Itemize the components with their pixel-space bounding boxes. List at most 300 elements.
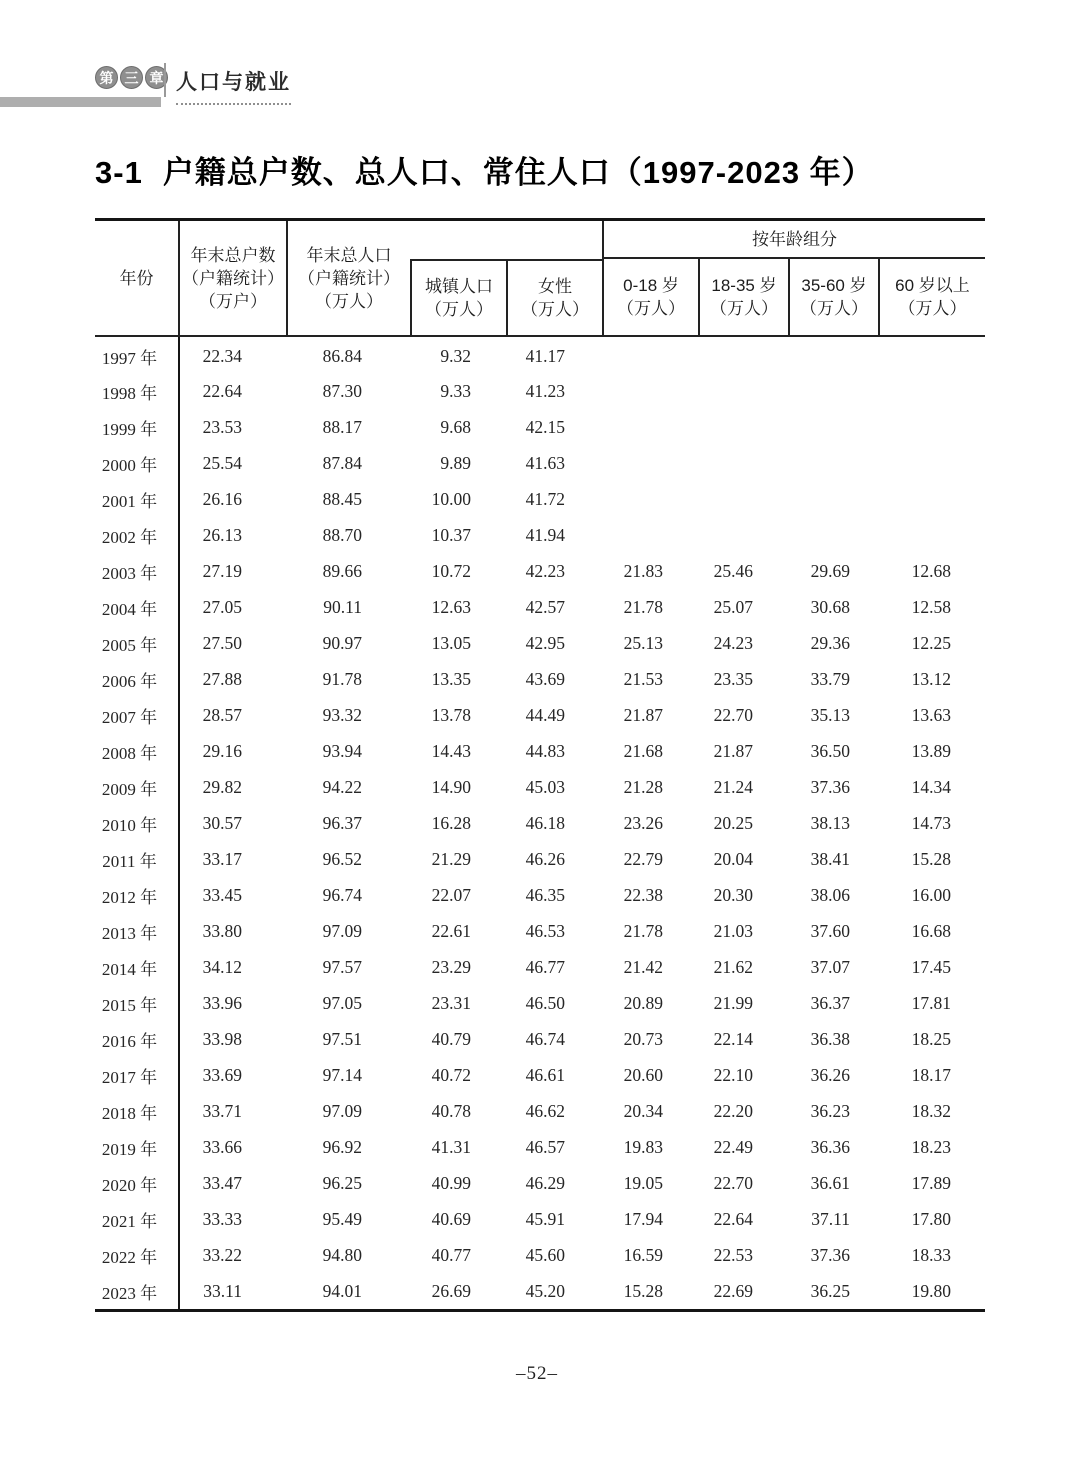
value-cell: 21.83 [623, 560, 663, 581]
value-cell: 21.78 [623, 920, 663, 941]
value-cell [602, 517, 698, 553]
value-cell: 22.07 [431, 884, 471, 905]
year-cell: 2010 年 [95, 805, 180, 841]
value-cell: 21.87 [623, 704, 663, 725]
year-cell: 2008 年 [95, 733, 180, 769]
value-cell: 12.63 [431, 596, 471, 617]
col-header-line: （万人） [521, 300, 589, 319]
table-row [95, 445, 985, 481]
col-header-line: （万人） [315, 291, 383, 311]
value-cell: 91.78 [322, 668, 362, 689]
value-cell: 16.68 [911, 920, 951, 941]
value-cell: 30.57 [202, 812, 242, 833]
col-header-households [180, 221, 288, 337]
value-cell: 41.31 [431, 1136, 471, 1157]
value-cell: 16.00 [911, 884, 951, 905]
chapter-title: 人口与就业 [176, 66, 291, 105]
table-row [95, 877, 985, 913]
col-header-female [506, 259, 602, 337]
value-cell: 22.79 [623, 848, 663, 869]
value-cell: 35.13 [810, 704, 850, 725]
year-cell: 2007 年 [95, 697, 180, 733]
col-header-line: 年末总人口 [306, 245, 392, 265]
value-cell: 21.78 [623, 596, 663, 617]
year-cell: 2017 年 [95, 1057, 180, 1093]
value-cell: 45.03 [525, 776, 565, 797]
value-cell: 46.29 [525, 1172, 565, 1193]
table-row [95, 841, 985, 877]
value-cell: 46.77 [525, 956, 565, 977]
col-header-line: （万人） [898, 299, 967, 318]
value-cell: 20.04 [713, 848, 753, 869]
value-cell [602, 409, 698, 445]
value-cell [788, 481, 878, 517]
value-cell: 42.57 [525, 596, 565, 617]
value-cell: 18.23 [911, 1136, 951, 1157]
table-row [95, 625, 985, 661]
table-row [95, 481, 985, 517]
value-cell: 21.28 [623, 776, 663, 797]
value-cell: 96.25 [322, 1172, 362, 1193]
value-cell: 34.12 [202, 956, 242, 977]
value-cell: 22.61 [431, 920, 471, 941]
value-cell: 40.72 [431, 1064, 471, 1085]
year-cell: 2000 年 [95, 445, 180, 481]
col-header-line: 18-35 岁 [711, 276, 777, 295]
table-row [95, 1273, 985, 1309]
value-cell: 22.53 [713, 1244, 753, 1265]
value-cell: 36.25 [810, 1280, 850, 1301]
value-cell: 41.23 [525, 380, 565, 401]
value-cell: 22.34 [202, 345, 242, 366]
chapter-badge-circle-2: 三 [120, 66, 143, 89]
col-header-age-groups: 按年龄组分 [602, 221, 985, 259]
value-cell: 21.68 [623, 740, 663, 761]
value-cell: 10.72 [431, 560, 471, 581]
col-header-line: （万人） [425, 300, 493, 319]
value-cell: 46.74 [525, 1028, 565, 1049]
value-cell: 94.80 [322, 1244, 362, 1265]
value-cell: 28.57 [202, 704, 242, 725]
value-cell: 17.81 [911, 992, 951, 1013]
value-cell [878, 481, 985, 517]
col-header-line: （万人） [710, 299, 778, 318]
value-cell: 21.03 [713, 920, 753, 941]
value-cell [698, 409, 788, 445]
value-cell: 12.58 [911, 596, 951, 617]
value-cell: 45.91 [525, 1208, 565, 1229]
header-divider-line [164, 63, 166, 97]
value-cell: 22.64 [202, 380, 242, 401]
value-cell: 36.50 [810, 740, 850, 761]
value-cell: 36.23 [810, 1100, 850, 1121]
value-cell: 29.16 [202, 740, 242, 761]
value-cell: 94.01 [322, 1280, 362, 1301]
value-cell: 13.63 [911, 704, 951, 725]
value-cell: 12.25 [911, 632, 951, 653]
value-cell: 97.57 [322, 956, 362, 977]
year-cell: 2020 年 [95, 1165, 180, 1201]
table-row [95, 409, 985, 445]
value-cell: 20.73 [623, 1028, 663, 1049]
value-cell: 33.96 [202, 992, 242, 1013]
value-cell: 21.99 [713, 992, 753, 1013]
table-row [95, 949, 985, 985]
value-cell: 14.90 [431, 776, 471, 797]
year-cell: 2019 年 [95, 1129, 180, 1165]
value-cell [788, 409, 878, 445]
year-cell: 1999 年 [95, 409, 180, 445]
value-cell: 17.80 [911, 1208, 951, 1229]
col-header-age-60-plus [878, 259, 985, 337]
value-cell: 41.63 [525, 452, 565, 473]
value-cell: 33.71 [202, 1100, 242, 1121]
value-cell [698, 373, 788, 409]
value-cell: 88.45 [322, 488, 362, 509]
value-cell: 19.83 [623, 1136, 663, 1157]
table-number: 3-1 [95, 155, 143, 190]
col-header-urban [410, 259, 506, 337]
value-cell: 22.49 [713, 1136, 753, 1157]
value-cell: 97.09 [322, 1100, 362, 1121]
value-cell: 10.00 [431, 488, 471, 509]
value-cell: 41.94 [525, 524, 565, 545]
chapter-badge-circle-3: 章 [145, 66, 168, 89]
table-row [95, 733, 985, 769]
value-cell: 93.94 [322, 740, 362, 761]
col-header-line: 0-18 岁 [623, 276, 679, 295]
col-header-age-35-60 [788, 259, 878, 337]
value-cell: 33.33 [202, 1208, 242, 1229]
value-cell: 26.13 [202, 524, 242, 545]
table-row [95, 1237, 985, 1273]
value-cell: 37.11 [811, 1208, 850, 1229]
value-cell [878, 373, 985, 409]
year-cell: 2014 年 [95, 949, 180, 985]
value-cell: 20.34 [623, 1100, 663, 1121]
value-cell: 18.17 [911, 1064, 951, 1085]
col-header-line: （户籍统计） [182, 268, 284, 288]
value-cell: 90.11 [323, 596, 362, 617]
value-cell: 38.13 [810, 812, 850, 833]
col-header-line: 城镇人口 [425, 277, 493, 296]
value-cell: 22.64 [713, 1208, 753, 1229]
value-cell: 25.54 [202, 452, 242, 473]
value-cell: 13.35 [431, 668, 471, 689]
value-cell: 19.05 [623, 1172, 663, 1193]
value-cell: 25.46 [713, 560, 753, 581]
value-cell [698, 517, 788, 553]
value-cell [878, 445, 985, 481]
value-cell: 86.84 [322, 345, 362, 366]
table-row [95, 769, 985, 805]
value-cell: 13.12 [911, 668, 951, 689]
value-cell: 45.60 [525, 1244, 565, 1265]
value-cell: 23.26 [623, 812, 663, 833]
population-table [95, 218, 985, 1312]
year-cell: 2009 年 [95, 769, 180, 805]
year-cell: 2018 年 [95, 1093, 180, 1129]
header-spacer-cell [410, 221, 602, 259]
value-cell: 22.14 [713, 1028, 753, 1049]
value-cell: 42.23 [525, 560, 565, 581]
value-cell [698, 445, 788, 481]
value-cell: 44.49 [525, 704, 565, 725]
table-row [95, 1165, 985, 1201]
value-cell: 46.62 [525, 1100, 565, 1121]
col-header-line: （户籍统计） [298, 268, 400, 288]
table-row [95, 589, 985, 625]
col-header-line: 年末总户数 [190, 245, 276, 265]
value-cell: 93.32 [322, 704, 362, 725]
value-cell: 45.20 [525, 1280, 565, 1301]
year-cell: 2005 年 [95, 625, 180, 661]
year-cell: 2011 年 [95, 841, 180, 877]
col-header-age-18-35 [698, 259, 788, 337]
value-cell [602, 445, 698, 481]
year-cell: 1997 年 [95, 337, 180, 373]
value-cell: 46.35 [525, 884, 565, 905]
value-cell: 90.97 [322, 632, 362, 653]
value-cell: 18.33 [911, 1244, 951, 1265]
year-cell: 2006 年 [95, 661, 180, 697]
value-cell: 20.30 [713, 884, 753, 905]
year-cell: 2023 年 [95, 1273, 180, 1309]
col-header-line: （万人） [800, 299, 868, 318]
value-cell: 97.51 [322, 1028, 362, 1049]
value-cell: 37.36 [810, 1244, 850, 1265]
value-cell: 33.45 [202, 884, 242, 905]
value-cell: 9.68 [440, 416, 471, 437]
value-cell [788, 445, 878, 481]
value-cell: 38.06 [810, 884, 850, 905]
table-row [95, 805, 985, 841]
col-header-total-population [288, 221, 410, 337]
table-row [95, 1093, 985, 1129]
value-cell: 40.69 [431, 1208, 471, 1229]
table-row [95, 1057, 985, 1093]
value-cell: 96.37 [322, 812, 362, 833]
value-cell: 33.47 [202, 1172, 242, 1193]
chapter-badge-circle-1: 第 [95, 66, 118, 89]
value-cell: 25.13 [623, 632, 663, 653]
value-cell [602, 337, 698, 373]
value-cell: 16.59 [623, 1244, 663, 1265]
table-header [95, 221, 985, 337]
value-cell: 21.62 [713, 956, 753, 977]
value-cell: 13.89 [911, 740, 951, 761]
value-cell: 23.53 [202, 416, 242, 437]
value-cell: 33.66 [202, 1136, 242, 1157]
table-row [95, 553, 985, 589]
table-row [95, 661, 985, 697]
value-cell: 18.32 [911, 1100, 951, 1121]
value-cell: 27.05 [202, 596, 242, 617]
value-cell: 36.36 [810, 1136, 850, 1157]
value-cell: 20.60 [623, 1064, 663, 1085]
value-cell: 21.42 [623, 956, 663, 977]
value-cell: 88.70 [322, 524, 362, 545]
col-header-line: （万人） [617, 299, 685, 318]
value-cell: 30.68 [810, 596, 850, 617]
value-cell [788, 373, 878, 409]
value-cell: 42.95 [525, 632, 565, 653]
table-title-text: 户籍总户数、总人口、常住人口（1997-2023 年） [162, 155, 874, 190]
year-cell: 2002 年 [95, 517, 180, 553]
year-cell: 2012 年 [95, 877, 180, 913]
value-cell: 40.77 [431, 1244, 471, 1265]
value-cell [698, 481, 788, 517]
value-cell: 9.32 [440, 345, 471, 366]
value-cell: 17.45 [911, 956, 951, 977]
value-cell: 14.73 [911, 812, 951, 833]
col-header-line: 35-60 岁 [801, 276, 867, 295]
table-row [95, 517, 985, 553]
value-cell: 37.60 [810, 920, 850, 941]
chapter-badge [95, 66, 168, 89]
value-cell: 40.79 [431, 1028, 471, 1049]
year-cell: 2001 年 [95, 481, 180, 517]
value-cell: 40.78 [431, 1100, 471, 1121]
year-cell: 2022 年 [95, 1237, 180, 1273]
table-row [95, 373, 985, 409]
value-cell: 87.84 [322, 452, 362, 473]
value-cell: 21.24 [713, 776, 753, 797]
value-cell [602, 373, 698, 409]
year-cell: 2021 年 [95, 1201, 180, 1237]
value-cell [602, 481, 698, 517]
value-cell: 23.31 [431, 992, 471, 1013]
value-cell: 22.69 [713, 1280, 753, 1301]
value-cell: 36.61 [810, 1172, 850, 1193]
value-cell: 21.29 [431, 848, 471, 869]
value-cell: 46.53 [525, 920, 565, 941]
value-cell: 42.15 [525, 416, 565, 437]
value-cell: 10.37 [431, 524, 471, 545]
value-cell: 21.53 [623, 668, 663, 689]
value-cell: 16.28 [431, 812, 471, 833]
value-cell: 37.36 [810, 776, 850, 797]
value-cell: 24.23 [713, 632, 753, 653]
value-cell: 33.80 [202, 920, 242, 941]
value-cell: 17.94 [623, 1208, 663, 1229]
table-body [95, 337, 985, 1309]
table-row [95, 337, 985, 373]
value-cell: 33.11 [203, 1280, 242, 1301]
value-cell: 96.92 [322, 1136, 362, 1157]
value-cell: 14.34 [911, 776, 951, 797]
value-cell: 33.17 [202, 848, 242, 869]
value-cell: 22.70 [713, 704, 753, 725]
col-header-age-0-18 [602, 259, 698, 337]
value-cell: 13.05 [431, 632, 471, 653]
value-cell: 89.66 [322, 560, 362, 581]
value-cell: 97.14 [322, 1064, 362, 1085]
value-cell: 33.22 [202, 1244, 242, 1265]
value-cell: 43.69 [525, 668, 565, 689]
table-row [95, 697, 985, 733]
value-cell: 27.88 [202, 668, 242, 689]
value-cell: 95.49 [322, 1208, 362, 1229]
value-cell: 36.37 [810, 992, 850, 1013]
value-cell: 46.50 [525, 992, 565, 1013]
value-cell: 27.50 [202, 632, 242, 653]
value-cell: 46.57 [525, 1136, 565, 1157]
table-row [95, 985, 985, 1021]
year-cell: 1998 年 [95, 373, 180, 409]
value-cell: 36.26 [810, 1064, 850, 1085]
value-cell: 22.38 [623, 884, 663, 905]
value-cell [788, 517, 878, 553]
page-number: –52– [516, 1363, 558, 1384]
value-cell: 33.69 [202, 1064, 242, 1085]
value-cell: 96.74 [322, 884, 362, 905]
value-cell: 20.89 [623, 992, 663, 1013]
value-cell: 17.89 [911, 1172, 951, 1193]
value-cell [878, 337, 985, 373]
value-cell: 44.83 [525, 740, 565, 761]
year-cell: 2013 年 [95, 913, 180, 949]
value-cell: 26.69 [431, 1280, 471, 1301]
value-cell: 14.43 [431, 740, 471, 761]
value-cell [788, 337, 878, 373]
year-cell: 2004 年 [95, 589, 180, 625]
col-header-line: 女性 [538, 277, 572, 296]
value-cell: 15.28 [623, 1280, 663, 1301]
col-header-year: 年份 [95, 221, 180, 337]
value-cell: 40.99 [431, 1172, 471, 1193]
value-cell: 29.36 [810, 632, 850, 653]
value-cell: 20.25 [713, 812, 753, 833]
value-cell: 29.69 [810, 560, 850, 581]
value-cell: 87.30 [322, 380, 362, 401]
value-cell: 46.18 [525, 812, 565, 833]
table-row [95, 1021, 985, 1057]
year-cell: 2003 年 [95, 553, 180, 589]
value-cell: 18.25 [911, 1028, 951, 1049]
col-header-line: （万户） [199, 291, 267, 311]
value-cell: 22.10 [713, 1064, 753, 1085]
value-cell: 41.17 [525, 345, 565, 366]
value-cell: 23.29 [431, 956, 471, 977]
value-cell: 9.33 [440, 380, 471, 401]
value-cell: 88.17 [322, 416, 362, 437]
value-cell: 37.07 [810, 956, 850, 977]
value-cell: 22.20 [713, 1100, 753, 1121]
page-title [95, 147, 874, 192]
value-cell: 21.87 [713, 740, 753, 761]
col-header-line: 60 岁以上 [895, 276, 970, 295]
year-cell: 2016 年 [95, 1021, 180, 1057]
value-cell [878, 517, 985, 553]
value-cell: 46.26 [525, 848, 565, 869]
value-cell: 33.98 [202, 1028, 242, 1049]
table-row [95, 1129, 985, 1165]
value-cell: 23.35 [713, 668, 753, 689]
value-cell: 22.70 [713, 1172, 753, 1193]
year-cell: 2015 年 [95, 985, 180, 1021]
table-row [95, 913, 985, 949]
value-cell [878, 409, 985, 445]
value-cell: 27.19 [202, 560, 242, 581]
value-cell: 29.82 [202, 776, 242, 797]
value-cell: 38.41 [810, 848, 850, 869]
value-cell: 96.52 [322, 848, 362, 869]
table-row [95, 1201, 985, 1237]
value-cell: 41.72 [525, 488, 565, 509]
value-cell [698, 337, 788, 373]
value-cell: 26.16 [202, 488, 242, 509]
